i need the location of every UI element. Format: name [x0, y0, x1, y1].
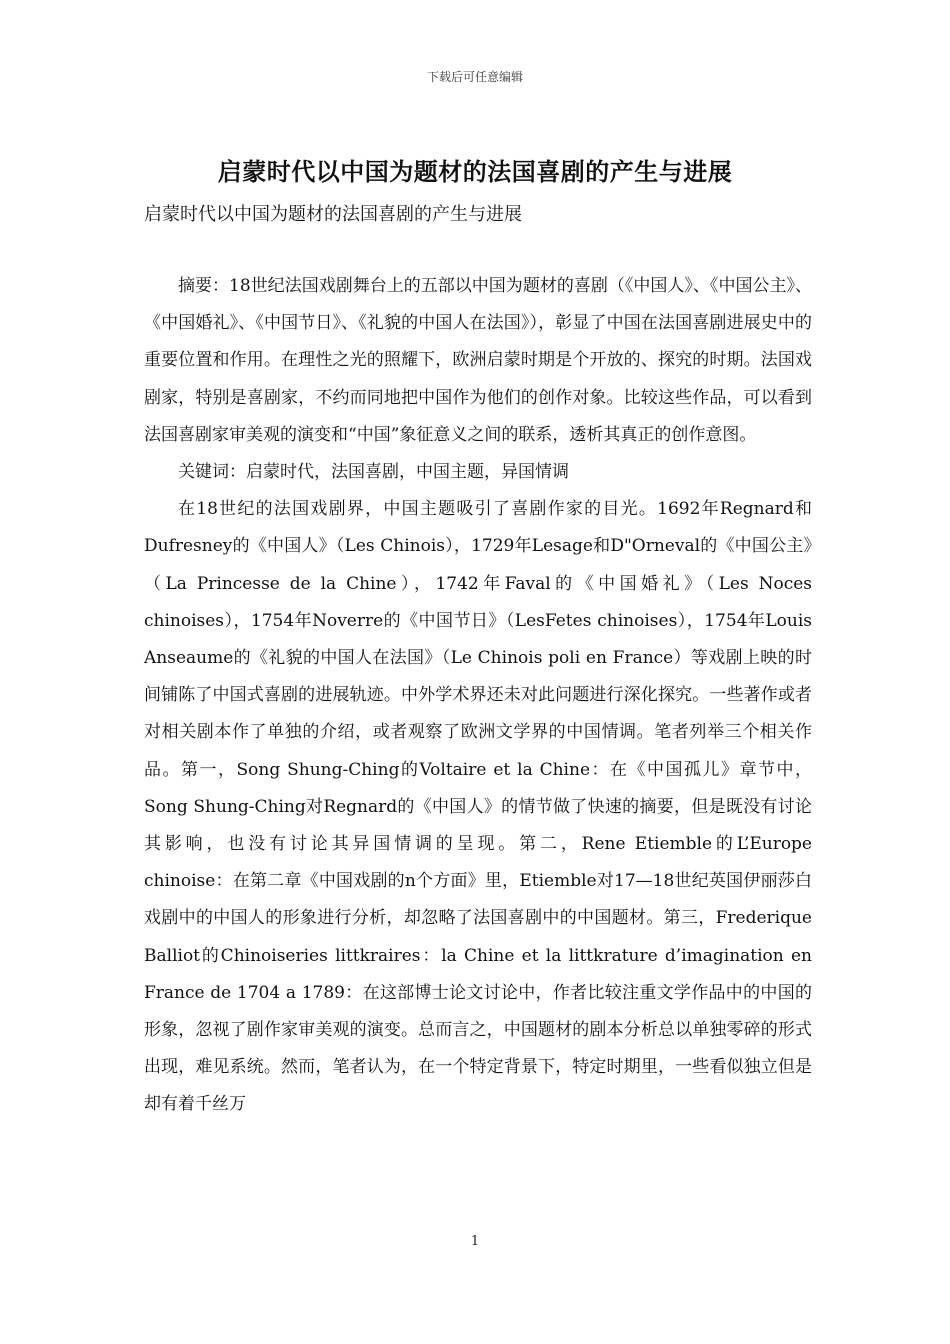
document-body	[144, 268, 812, 1124]
body-paragraph: 在18世纪的法国戏剧界，中国主题吸引了喜剧作家的目光。1692年Regnard和Dufresney的《中国人》（Les Chinois），1729年Lesage和D"Orneval的《中国公主》（La Princesse de la Chine），1742年Faval的《中国婚礼》（Les Noces chinoises），1754年Noverre的《中国节日》（LesFetes chinoises），1754年Louis Anseaume的《礼貌的中国人在法国》（Le Chinois poli en France）等戏剧上映的时间铺陈了中国式喜剧的进展轨迹。中外学术界还未对此问题进行深化探究。一些著作或者对相关剧本作了单独的介绍，或者观察了欧洲文学界的中国情调。笔者列举三个相关作品。第一，Song Shung-Ching的Voltaire et la Chine：在《中国孤儿》章节中，Song Shung-Ching对Regnard的《中国人》的情节做了快速的摘要，但是既没有讨论其影响，也没有讨论其异国情调的呈现。第二，Rene Etiemble的L’Europe chinoise：在第二章《中国戏剧的n个方面》里，Etiemble对17—18世纪英国伊丽莎白戏剧中的中国人的形象进行分析，却忽略了法国喜剧中的中国题材。第三，Frederique Balliot的Chinoiseries littkraires：la Chine et la littkrature d’imagination en France de 1704 a 1789：在这部博士论文讨论中，作者比较注重文学作品中的中国的形象，忽视了剧作家审美观的演变。总而言之，中国题材的剧本分析总以单独零碎的形式出现，难见系统。然而，笔者认为，在一个特定背景下，特定时期里，一些看似独立但是却有着千丝万	[144, 499, 812, 1115]
document-title: 启蒙时代以中国为题材的法国喜剧的产生与进展	[217, 157, 733, 186]
header-note: 下载后可任意编辑	[426, 70, 523, 84]
document-subtitle: 启蒙时代以中国为题材的法国喜剧的产生与进展	[144, 204, 522, 225]
page-number: 1	[470, 1234, 480, 1249]
keywords-paragraph: 关键词：启蒙时代，法国喜剧，中国主题，异国情调	[178, 462, 569, 483]
abstract-paragraph: 摘要：18世纪法国戏剧舞台上的五部以中国为题材的喜剧（《中国人》、《中国公主》、《中国婚礼》、《中国节日》、《礼貌的中国人在法国》），彰显了中国在法国喜剧进展史中的重要位置和作用。在理性之光的照耀下，欧洲启蒙时期是个开放的、探究的时期。法国戏剧家，特别是喜剧家，不约而同地把中国作为他们的创作对象。比较这些作品，可以看到法国喜剧家审美观的演变和“中国”象征意义之间的联系，透析其真正的创作意图。	[144, 276, 812, 445]
